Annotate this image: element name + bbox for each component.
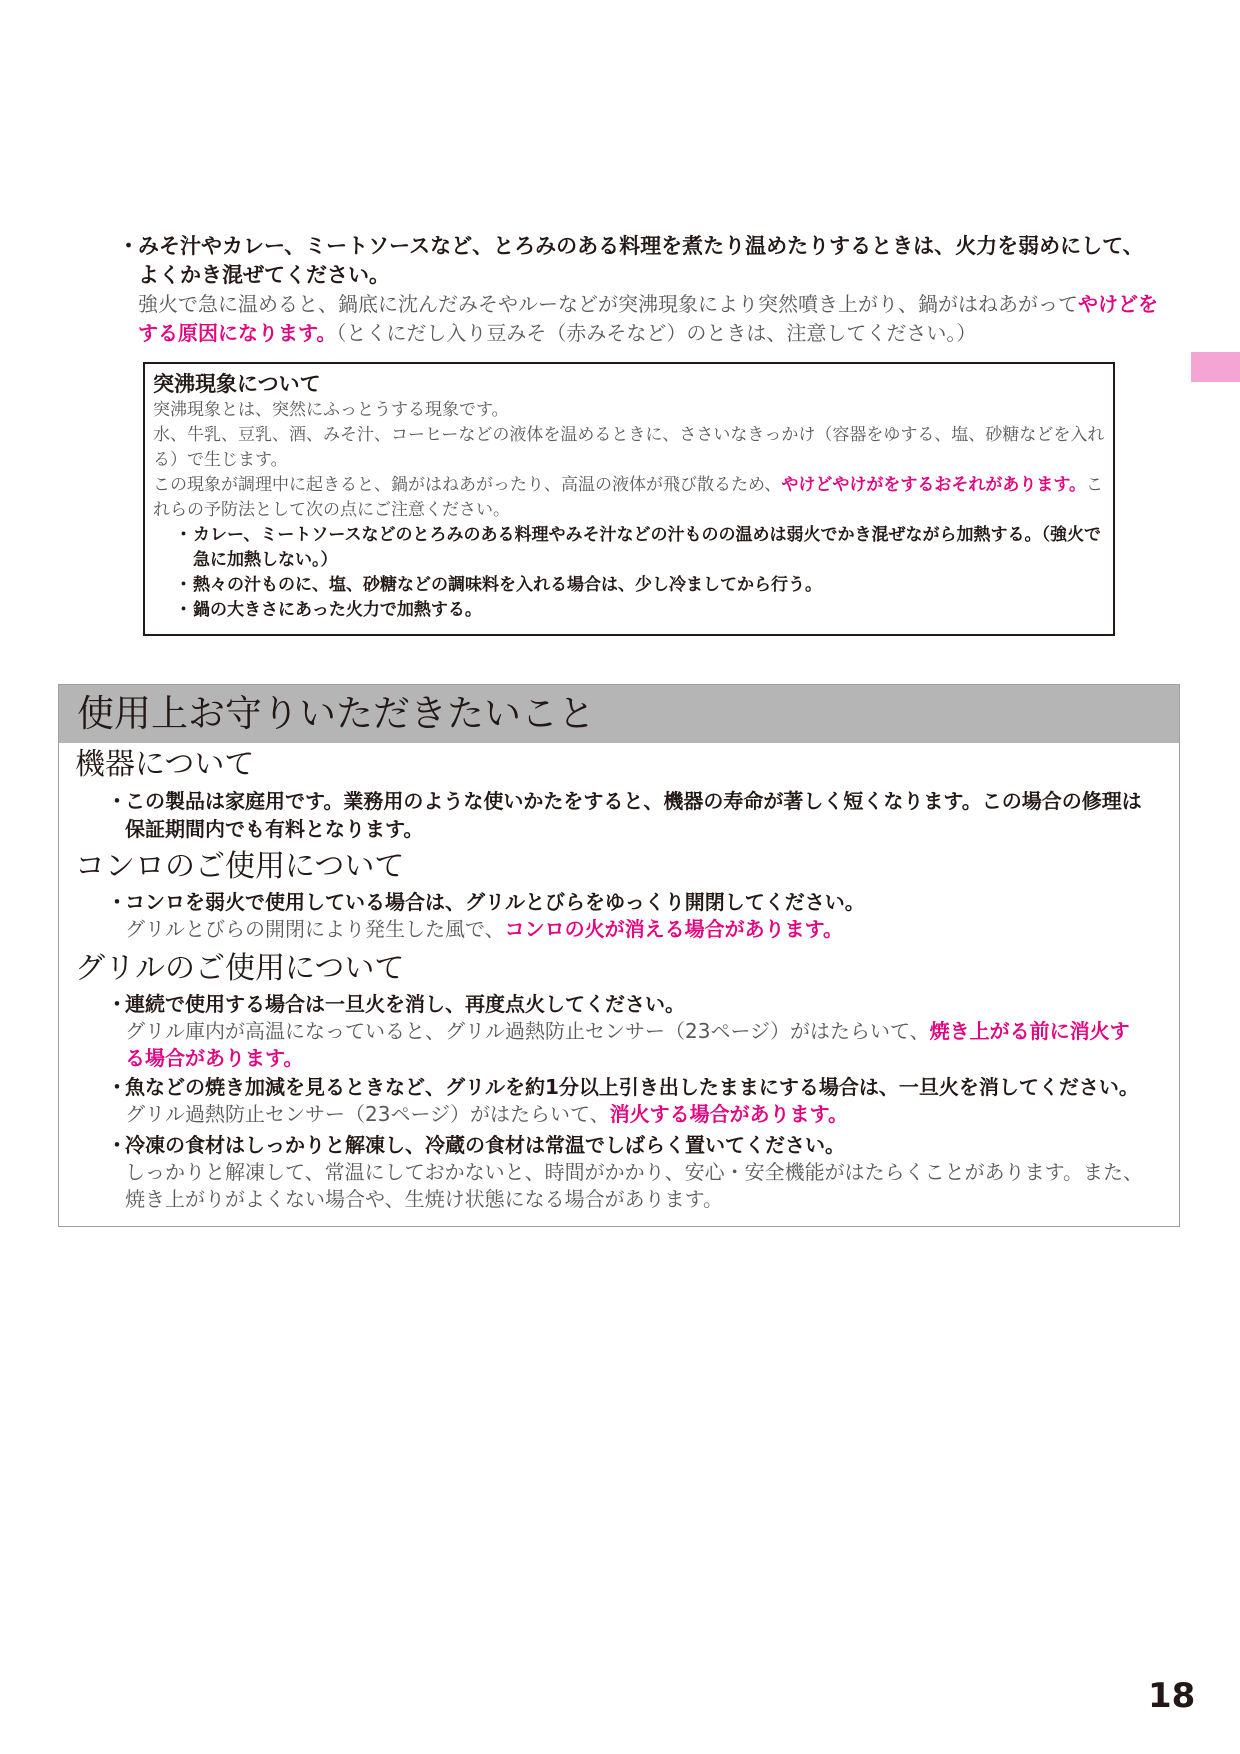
prevention-item: [175, 523, 1105, 573]
konro-warning: コンロの火が消える場合があります。: [504, 917, 844, 941]
grill-item2-text: グリル過熱防止センサー（23ページ）がはたらいて、: [125, 1102, 610, 1126]
caution-item: [118, 232, 1158, 348]
prevention-item-text: カレー、ミートソースなどのとろみのある料理やみそ汁などの汁ものの温めは弱火でかき混ぜながら加熱する。（強火で急に加熱しない。）: [193, 525, 1101, 570]
kiki-heading: 機器について: [75, 747, 255, 782]
bullet: ・: [118, 234, 139, 258]
grill-item: [107, 990, 1147, 1072]
caution-lead: みそ汁やカレー、ミートソースなど、とろみのある料理を煮たり温めたりするときは、火力を弱めにして、よくかき混ぜてください。: [138, 234, 1144, 287]
grill-item3-lead: 冷凍の食材はしっかりと解凍し、冷蔵の食材は常温でしばらく置いてください。: [125, 1133, 845, 1157]
bumping-danger-text: この現象が調理中に起きると、鍋がはねあがったり、高温の液体が飛び散るため、: [153, 475, 782, 495]
bumping-title: 突沸現象について: [153, 372, 321, 396]
bumping-danger: [153, 473, 1105, 523]
caution-body-text: 強火で急に温めると、鍋底に沈んだみそやルーなどが突沸現象により突然噴き上がり、鍋がはねあがって: [138, 292, 1078, 316]
prevention-item-text: 熱々の汁ものに、塩、砂糖などの調味料を入れる場合は、少し冷ましてから行う。: [193, 575, 822, 595]
grill-item1-lead: 連続で使用する場合は一旦火を消し、再度点火してください。: [125, 992, 685, 1016]
grill-item1-text: グリル庫内が高温になっていると、グリル過熱防止センサー（23ページ）がはたらいて、: [125, 1019, 930, 1043]
bullet: ・: [175, 525, 192, 545]
bullet: ・: [107, 1133, 127, 1157]
grill-item1-warning: 焼き上がる前に消火する場合があります。: [125, 1019, 1130, 1070]
prevention-item: [175, 573, 1105, 598]
bullet: ・: [175, 600, 192, 620]
usage-precautions-section: [58, 684, 1180, 1227]
konro-body-text: グリルとびらの開閉により発生した風で、: [125, 917, 505, 941]
konro-item: [107, 888, 1147, 943]
konro-lead: コンロを弱火で使用している場合は、グリルとびらをゆっくり開閉してください。: [125, 890, 865, 914]
grill-item2-body: [125, 1101, 1147, 1128]
bullet: ・: [107, 890, 127, 914]
prevention-item: [175, 598, 1105, 623]
bumping-cause: 水、牛乳、豆乳、酒、みそ汁、コーヒーなどの液体を温めるときに、ささいなきっかけ（容器をゆする、塩、砂糖などを入れる）で生じます。: [153, 425, 1105, 470]
caution-body: [138, 290, 1158, 348]
grill-item: [107, 1073, 1147, 1128]
caution-body-tail: （とくにだし入り豆みそ（赤みそなど）のときは、注意してください。）: [336, 321, 977, 345]
grill-heading: グリルのご使用について: [75, 951, 405, 986]
bullet: ・: [107, 992, 127, 1016]
bumping-definition: 突沸現象とは、突然にふっとうする現象です。: [153, 400, 509, 420]
grill-item1-body: [125, 1018, 1147, 1072]
section-title: 使用上お守りいただきたいこと: [59, 685, 1179, 743]
kiki-item: [107, 787, 1147, 843]
bumping-danger-tail: これらの予防法として次の点にご注意ください。: [153, 475, 1103, 520]
prevention-item-text: 鍋の大きさにあった火力で加熱する。: [193, 600, 482, 620]
bullet: ・: [107, 789, 127, 813]
konro-body: [125, 916, 1147, 943]
caution-warning: やけどをする原因になります。: [138, 292, 1158, 345]
kiki-lead: この製品は家庭用です。業務用のような使いかたをすると、機器の寿命が著しく短くなります。この場合の修理は保証期間内でも有料となります。: [125, 789, 1142, 841]
page-number: 18: [1148, 1676, 1196, 1716]
bumping-warning: やけどやけがをするおそれがあります。: [781, 475, 1086, 495]
bullet: ・: [107, 1075, 127, 1099]
grill-item: [107, 1131, 1147, 1213]
grill-item3-body: しっかりと解凍して、常温にしておかないと、時間がかかり、安心・安全機能がはたらくことがあります。また、焼き上がりがよくない場合や、生焼け状態になる場合があります。: [125, 1160, 1143, 1211]
section-index-tab: [1191, 352, 1240, 382]
grill-item2-warning: 消火する場合があります。: [609, 1102, 849, 1126]
konro-heading: コンロのご使用について: [75, 849, 405, 884]
bullet: ・: [175, 575, 192, 595]
grill-item2-lead: 魚などの焼き加減を見るときなど、グリルを約1分以上引き出したままにする場合は、一旦火を消してください。: [125, 1075, 1139, 1099]
bumping-info-box: [143, 362, 1115, 636]
prevention-list: [175, 523, 1105, 623]
